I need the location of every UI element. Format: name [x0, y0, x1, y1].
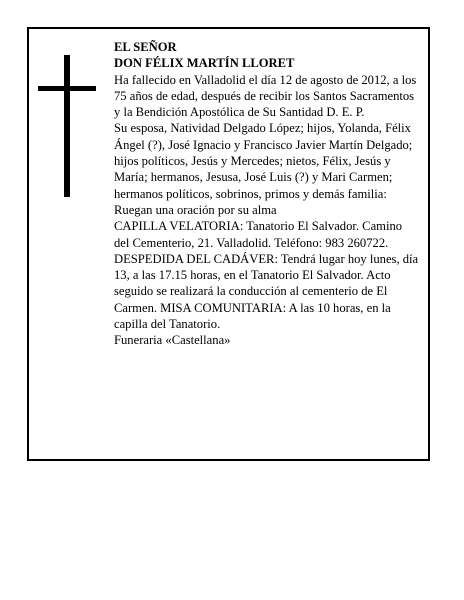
deceased-name: DON FÉLIX MARTÍN LLORET: [114, 56, 295, 71]
death-announcement: Ha fallecido en Valladolid el día 12 de agosto de 2012, a los 75 años de edad, después de recibir los Santos Sacramentos y la Bendición Apostólica de Su Santidad D. E. P.: [114, 72, 417, 120]
obituary-text: [114, 39, 420, 349]
family-list: Su esposa, Natividad Delgado López; hijos, Yolanda, Félix Ángel (?), José Ignacio y Francisco Javier Martín Delgado; hijos políticos, Jesús y Mercedes; nietos, Félix, Jesús y María; hermanos, Jesusa, José Luis (?) y Mari Carmen; hermanos políticos, sobrinos, primos y demás familia:: [114, 121, 413, 201]
chapel-info: CAPILLA VELATORIA: Tanatorio El Salvador. Camino del Cementerio, 21. Valladolid. Teléfono: 983 260722.: [114, 219, 403, 250]
funeral-home: Funeraria «Castellana»: [114, 333, 231, 348]
farewell-info: DESPEDIDA DEL CADÁVER: Tendrá lugar hoy lunes, día 13, a las 17.15 horas, en el Tanatorio El Salvador. Acto seguido se realizará la conducción al cementerio de El Carmen. MISA COMUNITARIA: A las 10 horas, en la capilla del Tanatorio.: [114, 251, 419, 332]
cross-horizontal-bar: [38, 86, 96, 91]
title-line-1: EL SEÑOR: [114, 40, 177, 54]
cross-vertical-bar: [64, 55, 70, 197]
cross-icon: [38, 55, 96, 197]
prayer-request: Ruegan una oración por su alma: [114, 202, 277, 217]
